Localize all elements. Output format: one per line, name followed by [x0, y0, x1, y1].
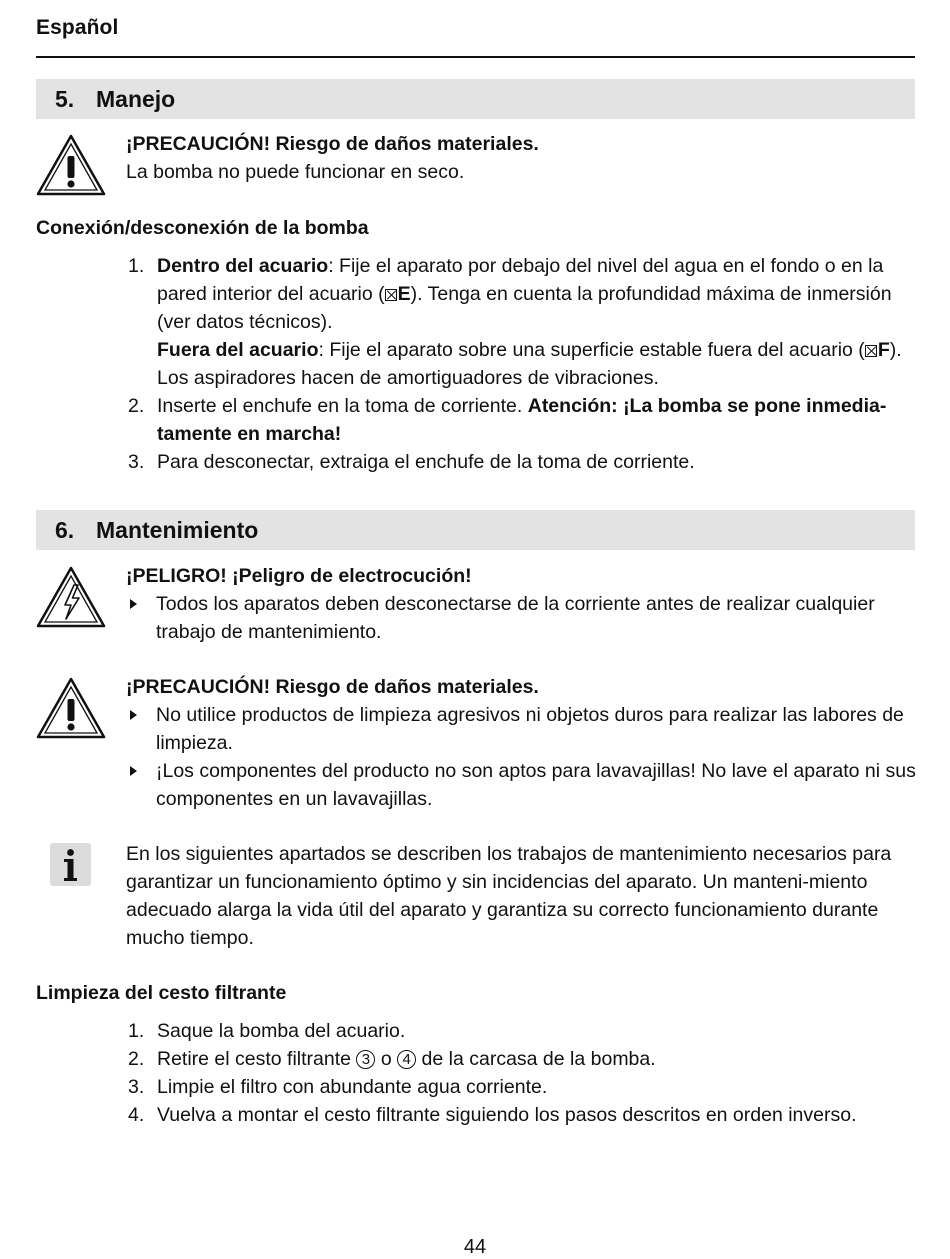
part-number-badge: 4	[397, 1050, 416, 1069]
bullet-arrow-icon	[130, 599, 137, 609]
list-item: 3. Para desconectar, extraiga el enchufe de la toma de corriente.	[128, 451, 695, 473]
page-number: 44	[463, 1236, 487, 1258]
section-5-title: Manejo	[96, 86, 176, 112]
section-5-heading	[36, 79, 915, 119]
section-6-number: 6.	[55, 517, 75, 543]
section-6-danger	[126, 562, 916, 646]
section-5-number: 5.	[55, 86, 75, 112]
bullet-arrow-icon	[130, 766, 137, 776]
caution-title: ¡PRECAUCIÓN! Riesgo de daños materiales.	[126, 676, 539, 698]
subheading-filter-cleaning: Limpieza del cesto filtrante	[36, 982, 287, 1004]
figure-reference-icon	[865, 345, 877, 357]
danger-title: ¡PELIGRO! ¡Peligro de electrocución!	[126, 565, 472, 587]
section-6-caution	[126, 673, 916, 813]
caution-bullets	[126, 701, 916, 813]
warning-icon	[35, 676, 107, 740]
danger-bullets	[126, 590, 916, 646]
language-label: Español	[36, 16, 119, 39]
filter-cleaning-steps	[128, 1017, 918, 1129]
info-note: En los siguientes apartados se describen los trabajos de mantenimiento necesarios para garantizar un funcionamiento óptimo y sin incidencias del aparato. Un manteni-miento adecuado alarga la vida útil del aparato y garantiza su correcto funcionamiento durante mucho tiempo.	[126, 843, 892, 949]
bullet-arrow-icon	[130, 710, 137, 720]
list-item: ¡Los componentes del producto no son aptos para lavavajillas! No lave el aparato ni sus componentes en un lavavajillas.	[126, 757, 916, 813]
figure-reference-icon	[385, 289, 397, 301]
list-item: 4. Vuelva a montar el cesto filtrante siguiendo los pasos descritos en orden inverso.	[128, 1104, 857, 1126]
list-item: 1. Dentro del acuario: Fije el aparato por debajo del nivel del agua en el fondo o en la pared interior del acuario ( E). Tenga en cuenta la profundidad máxima de inmersión (ver datos técnicos). Fuera del acuario: Fije el aparato sobre una superficie estable fuera del acuario ( F). Los aspiradores hacen de amortiguadores de vibraciones.	[128, 255, 902, 389]
electric-hazard-icon	[35, 565, 107, 629]
connection-steps	[128, 252, 918, 476]
list-item: 2. Retire el cesto filtrante 3 o 4 de la carcasa de la bomba.	[128, 1048, 656, 1070]
section-5-caution	[126, 130, 916, 186]
list-item: 3. Limpie el filtro con abundante agua corriente.	[128, 1076, 548, 1098]
section-6-heading	[36, 510, 915, 550]
list-item: Todos los aparatos deben desconectarse de la corriente antes de realizar cualquier trabajo de mantenimiento.	[126, 590, 916, 646]
list-item: No utilice productos de limpieza agresivos ni objetos duros para realizar las labores de limpieza.	[126, 701, 916, 757]
caution-text: La bomba no puede funcionar en seco.	[126, 161, 465, 183]
info-icon	[50, 843, 91, 886]
section-6-title: Mantenimiento	[96, 517, 259, 543]
part-number-badge: 3	[356, 1050, 375, 1069]
subheading-connection: Conexión/desconexión de la bomba	[36, 217, 369, 239]
caution-title: ¡PRECAUCIÓN! Riesgo de daños materiales.	[126, 133, 539, 155]
list-item: 2. Inserte el enchufe en la toma de corriente. Atención: ¡La bomba se pone inmedia-tamente en marcha!	[128, 395, 887, 445]
header-rule	[36, 56, 915, 58]
warning-icon	[35, 133, 107, 197]
list-item: 1. Saque la bomba del acuario.	[128, 1020, 406, 1042]
